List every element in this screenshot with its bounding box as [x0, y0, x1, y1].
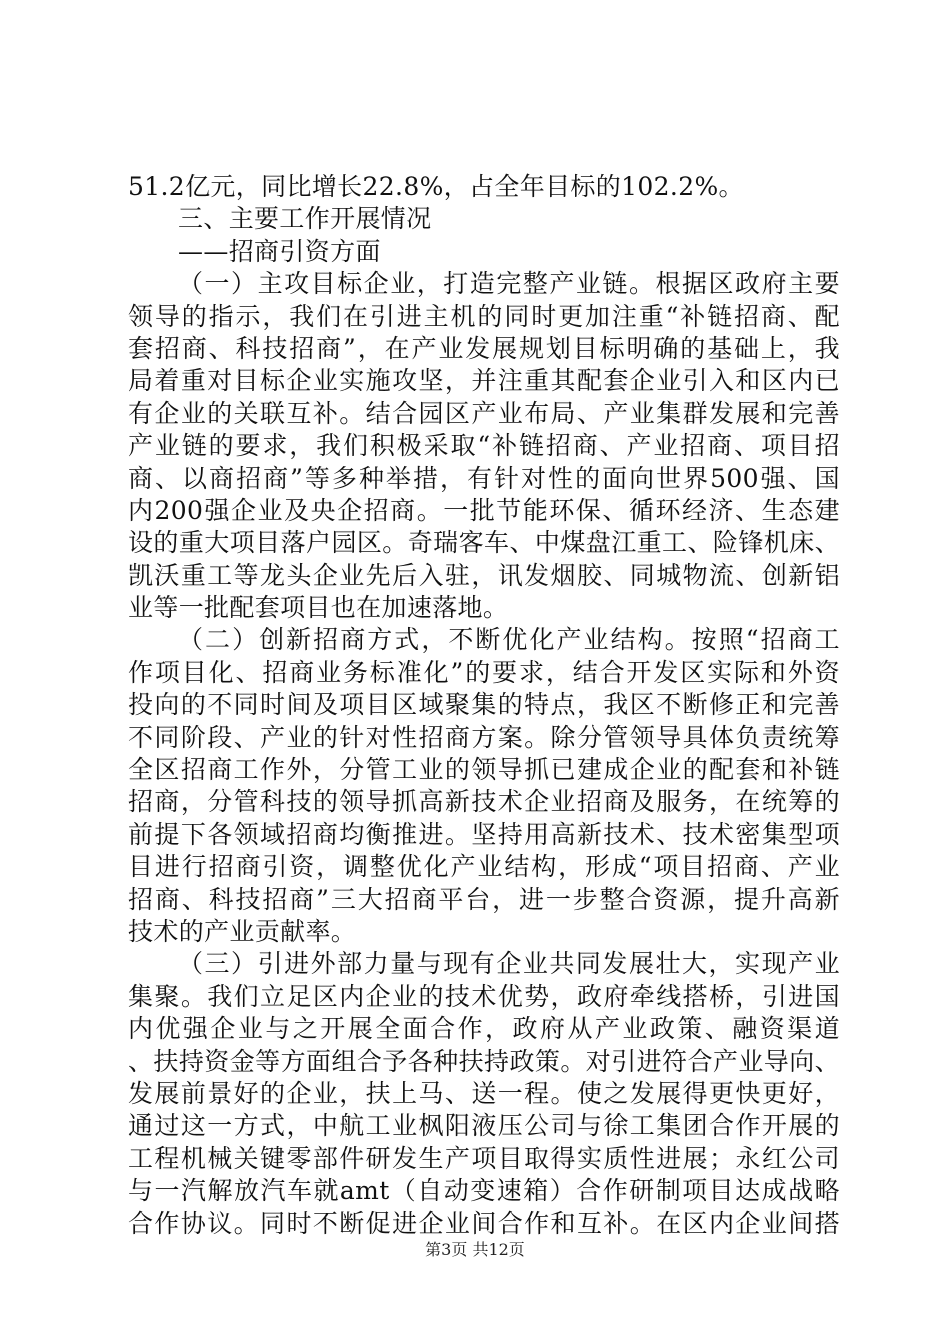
text-line: 产业链的要求，我们积极采取“补链招商、产业招商、项目招	[128, 431, 840, 461]
text-line: 内优强企业与之开展全面合作，政府从产业政策、融资渠道	[128, 1014, 840, 1044]
text-line: 招商、科技招商”三大招商平台，进一步整合资源，提升高新	[128, 884, 840, 914]
text-line: 51.2亿元，同比增长22.8%，占全年目标的102.2%。	[128, 172, 744, 201]
text-line: 工程机械关键零部件研发生产项目取得实质性进展；永红公司	[128, 1143, 840, 1173]
text-line: 发展前景好的企业，扶上马、送一程。使之发展得更快更好，	[128, 1078, 840, 1108]
text-line: 合作协议。同时不断促进企业间合作和互补。在区内企业间搭	[128, 1208, 840, 1238]
text-line: （二）创新招商方式，不断优化产业结构。按照“招商工	[178, 625, 840, 655]
text-line: 前提下各领域招商均衡推进。坚持用高新技术、技术密集型项	[128, 819, 840, 849]
text-line: 招商，分管科技的领导抓高新技术企业招商及服务，在统筹的	[128, 787, 840, 817]
page-footer: 第3页 共12页	[425, 1240, 525, 1259]
text-line: 投向的不同时间及项目区域聚集的特点，我区不断修正和完善	[128, 690, 840, 720]
text-line: ——招商引资方面	[178, 236, 381, 266]
text-line: 不同阶段、产业的针对性招商方案。除分管领导具体负责统筹	[128, 722, 840, 752]
text-line: 作项目化、招商业务标准化”的要求，结合开发区实际和外资	[128, 657, 840, 687]
text-line: 商、以商招商”等多种举措，有针对性的面向世界500强、国	[128, 463, 840, 493]
text-line: 、扶持资金等方面组合予各种扶持政策。对引进符合产业导向、	[128, 1046, 840, 1076]
text-line: 与一汽解放汽车就amt（自动变速箱）合作研制项目达成战略	[128, 1176, 840, 1206]
text-line: 通过这一方式，中航工业枫阳液压公司与徐工集团合作开展的	[128, 1111, 840, 1141]
text-line: 领导的指示，我们在引进主机的同时更加注重“补链招商、配	[128, 301, 840, 331]
text-line: （一）主攻目标企业，打造完整产业链。根据区政府主要	[178, 269, 840, 299]
text-line: 套招商、科技招商”，在产业发展规划目标明确的基础上，我	[128, 333, 840, 363]
text-line: （三）引进外部力量与现有企业共同发展壮大，实现产业	[178, 949, 840, 979]
text-line: 技术的产业贡献率。	[128, 916, 357, 946]
text-line: 全区招商工作外，分管工业的领导抓已建成企业的配套和补链	[128, 755, 840, 785]
text-line: 凯沃重工等龙头企业先后入驻，讯发烟胶、同城物流、创新铝	[128, 560, 840, 590]
text-line: 目进行招商引资，调整优化产业结构，形成“项目招商、产业	[128, 852, 840, 882]
text-line: 业等一批配套项目也在加速落地。	[128, 593, 509, 623]
text-line: 设的重大项目落户园区。奇瑞客车、中煤盘江重工、险锋机床、	[128, 528, 840, 558]
text-line: 有企业的关联互补。结合园区产业布局、产业集群发展和完善	[128, 398, 840, 428]
text-line: 内200强企业及央企招商。一批节能环保、循环经济、生态建	[128, 495, 840, 525]
body-text	[128, 171, 840, 1240]
text-line: 局着重对目标企业实施攻坚，并注重其配套企业引入和区内已	[128, 366, 840, 396]
text-line: 三、主要工作开展情况	[178, 204, 432, 234]
text-line: 集聚。我们立足区内企业的技术优势，政府牵线搭桥，引进国	[128, 981, 840, 1011]
